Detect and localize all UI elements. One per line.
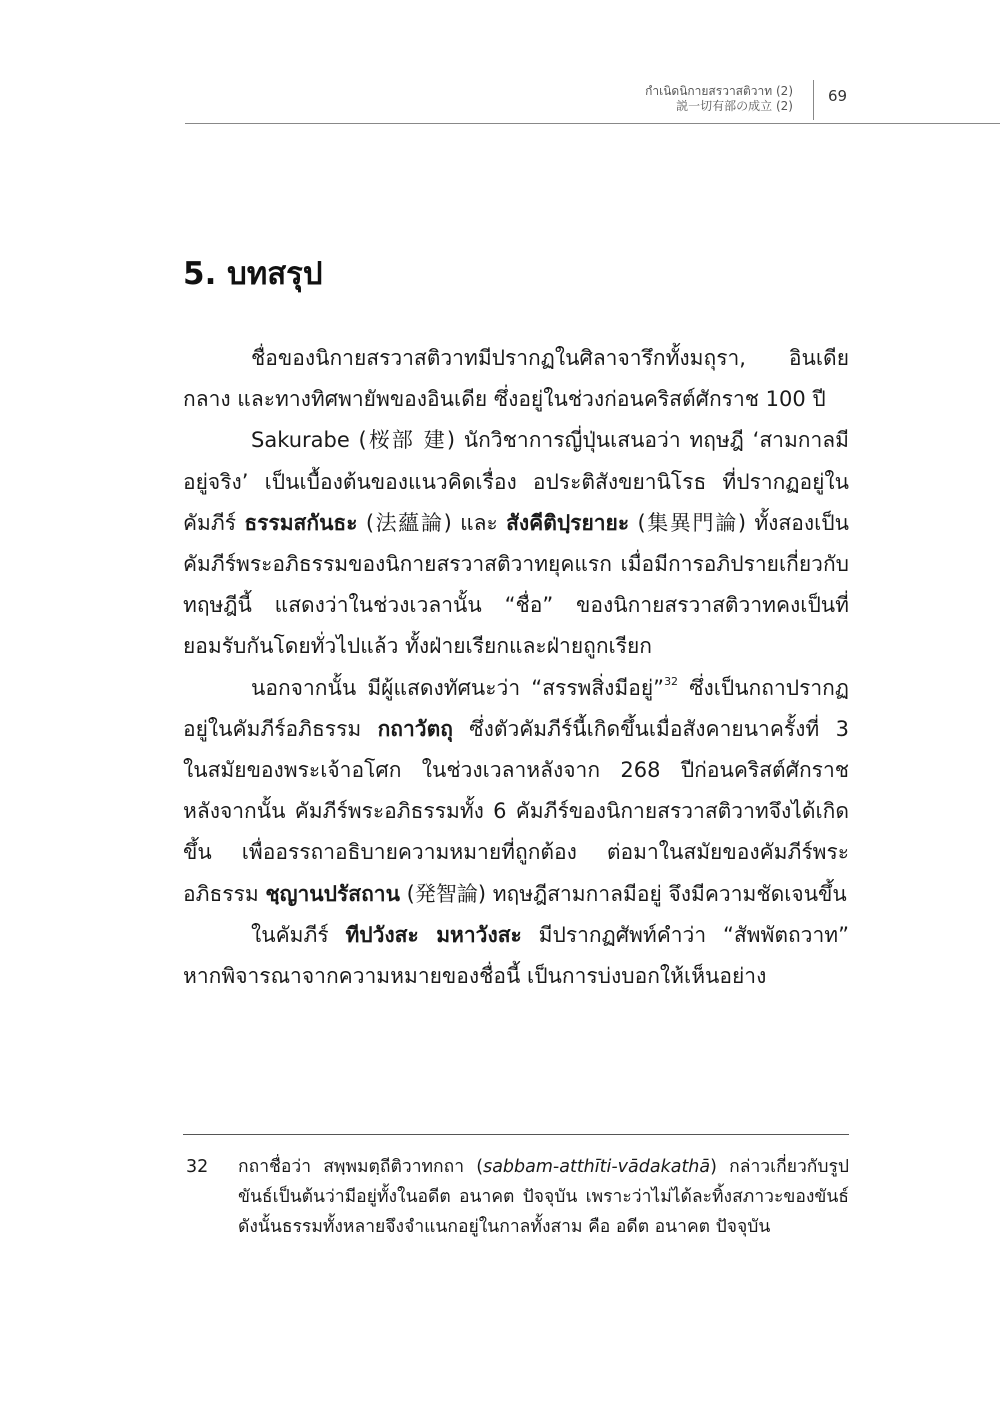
section-heading: 5. บทสรุป: [183, 256, 323, 292]
footnote-text-part: กถาชื่อว่า สพฺพมตฺถีติวาทกถา (: [238, 1157, 484, 1177]
paragraph-text: ซึ่งตัวคัมภีร์นี้เกิดขึ้นเมื่อสังคายนาครั้งที่ 3 ในสมัยของพระเจ้าอโศก ในช่วงเวลาหลังจาก 268 ปีก่อนคริสต์ศักราช หลังจากนั้น คัมภีร์พระอภิธรรมทั้ง 6 คัมภีร์ของนิกายสรวาสติวาทจึงได้เกิดขึ้น เพื่ออรรถาอธิบายความหมายที่ถูกต้อง ต่อมาในสมัยของคัมภีร์พระอภิธรรม: [183, 716, 849, 906]
text-title-bold: สังคีติปฺรยายะ: [506, 510, 630, 535]
footnote-32: [183, 1152, 849, 1242]
paragraph-2: [183, 420, 849, 667]
paragraph-text: มีปรากฏศัพท์คำว่า “สัพพัตถวาท” หากพิจารณาจากความหมายของชื่อนี้ เป็นการบ่งบอกให้เห็นอย่าง: [183, 922, 849, 989]
text-title-bold: ทีปวังสะ มหาวังสะ: [345, 922, 522, 947]
paragraph-text: นอกจากนั้น มีผู้แสดงทัศนะว่า “สรรพสิ่งมีอยู่”: [251, 675, 665, 700]
text-title-bold: กถาวัตถุ: [377, 716, 453, 741]
text-title-bold: ธรรมสกันธะ: [244, 510, 358, 535]
running-title-japanese: 説一切有部の成立 (2): [676, 99, 793, 113]
footnote-transliteration: sabbam-atthīti-vādakathā: [483, 1157, 711, 1177]
paragraph-text: ในคัมภีร์: [251, 922, 346, 947]
running-header: [0, 80, 1000, 126]
paragraph-3: [183, 668, 849, 915]
footnote-number: 32: [186, 1157, 209, 1177]
paragraph-text: (発智論) ทฤษฎีสามกาลมีอยู่ จึงมีความชัดเจนขึ้น: [399, 881, 847, 906]
paragraph-text: Sakurabe (桜部 建) นักวิชาการญี่ปุ่นเสนอว่า ทฤษฎี ‘สามกาลมีอยู่จริง’ เป็นเบื้องต้นของแนวคิดเรื่อง อประติสังขยานิโรธ ที่ปรากฏอยู่ในคัมภีร์: [183, 428, 849, 535]
footnote-rule: [183, 1134, 849, 1135]
paragraph-text: ซึ่งเป็นกถาปรากฏอยู่ในคัมภีร์อภิธรรม: [183, 675, 849, 741]
running-title: [645, 84, 793, 114]
text-title-bold: ชฺญานปรัสถาน: [265, 881, 400, 906]
footnote-text-part: ) กล่าวเกี่ยวกับรูปขันธ์เป็นต้นว่ามีอยู่ทั้งในอดีต อนาคต ปัจจุบัน เพราะว่าไม่ได้ละทิ้งสภาวะของขันธ์ ดังนั้นธรรมทั้งหลายจึงจำแนกอยู่ในกาลทั้งสาม คือ อดีต อนาคต ปัจจุบัน: [238, 1157, 849, 1237]
body-text: [183, 338, 849, 997]
footnote-marker: 32: [664, 674, 679, 688]
paragraph-text: (集異門論) ทั้งสองเป็นคัมภีร์พระอภิธรรมของนิกายสรวาสติวาทยุคแรก เมื่อมีการอภิปรายเกี่ยวกับทฤษฎีนี้ แสดงว่าในช่วงเวลานั้น “ชื่อ” ของนิกายสรวาสติวาทคงเป็นที่ยอมรับกันโดยทั่วไปแล้ว ทั้งฝ่ายเรียกและฝ่ายถูกเรียก: [183, 510, 849, 659]
running-title-thai: กำเนิดนิกายสรวาสติวาท (2): [645, 84, 793, 98]
paragraph-4: [183, 915, 849, 997]
header-divider: [813, 80, 814, 120]
paragraph-1: ชื่อของนิกายสรวาสติวาทมีปรากฏในศิลาจารึกทั้งมถุรา, อินเดียกลาง และทางทิศพายัพของอินเดีย ซึ่งอยู่ในช่วงก่อนคริสต์ศักราช 100 ปี: [183, 346, 849, 412]
page-number: 69: [828, 87, 848, 105]
paragraph-text: (法蘊論) และ: [357, 510, 507, 535]
header-rule: [185, 123, 1000, 124]
footnote-text: [238, 1152, 849, 1242]
